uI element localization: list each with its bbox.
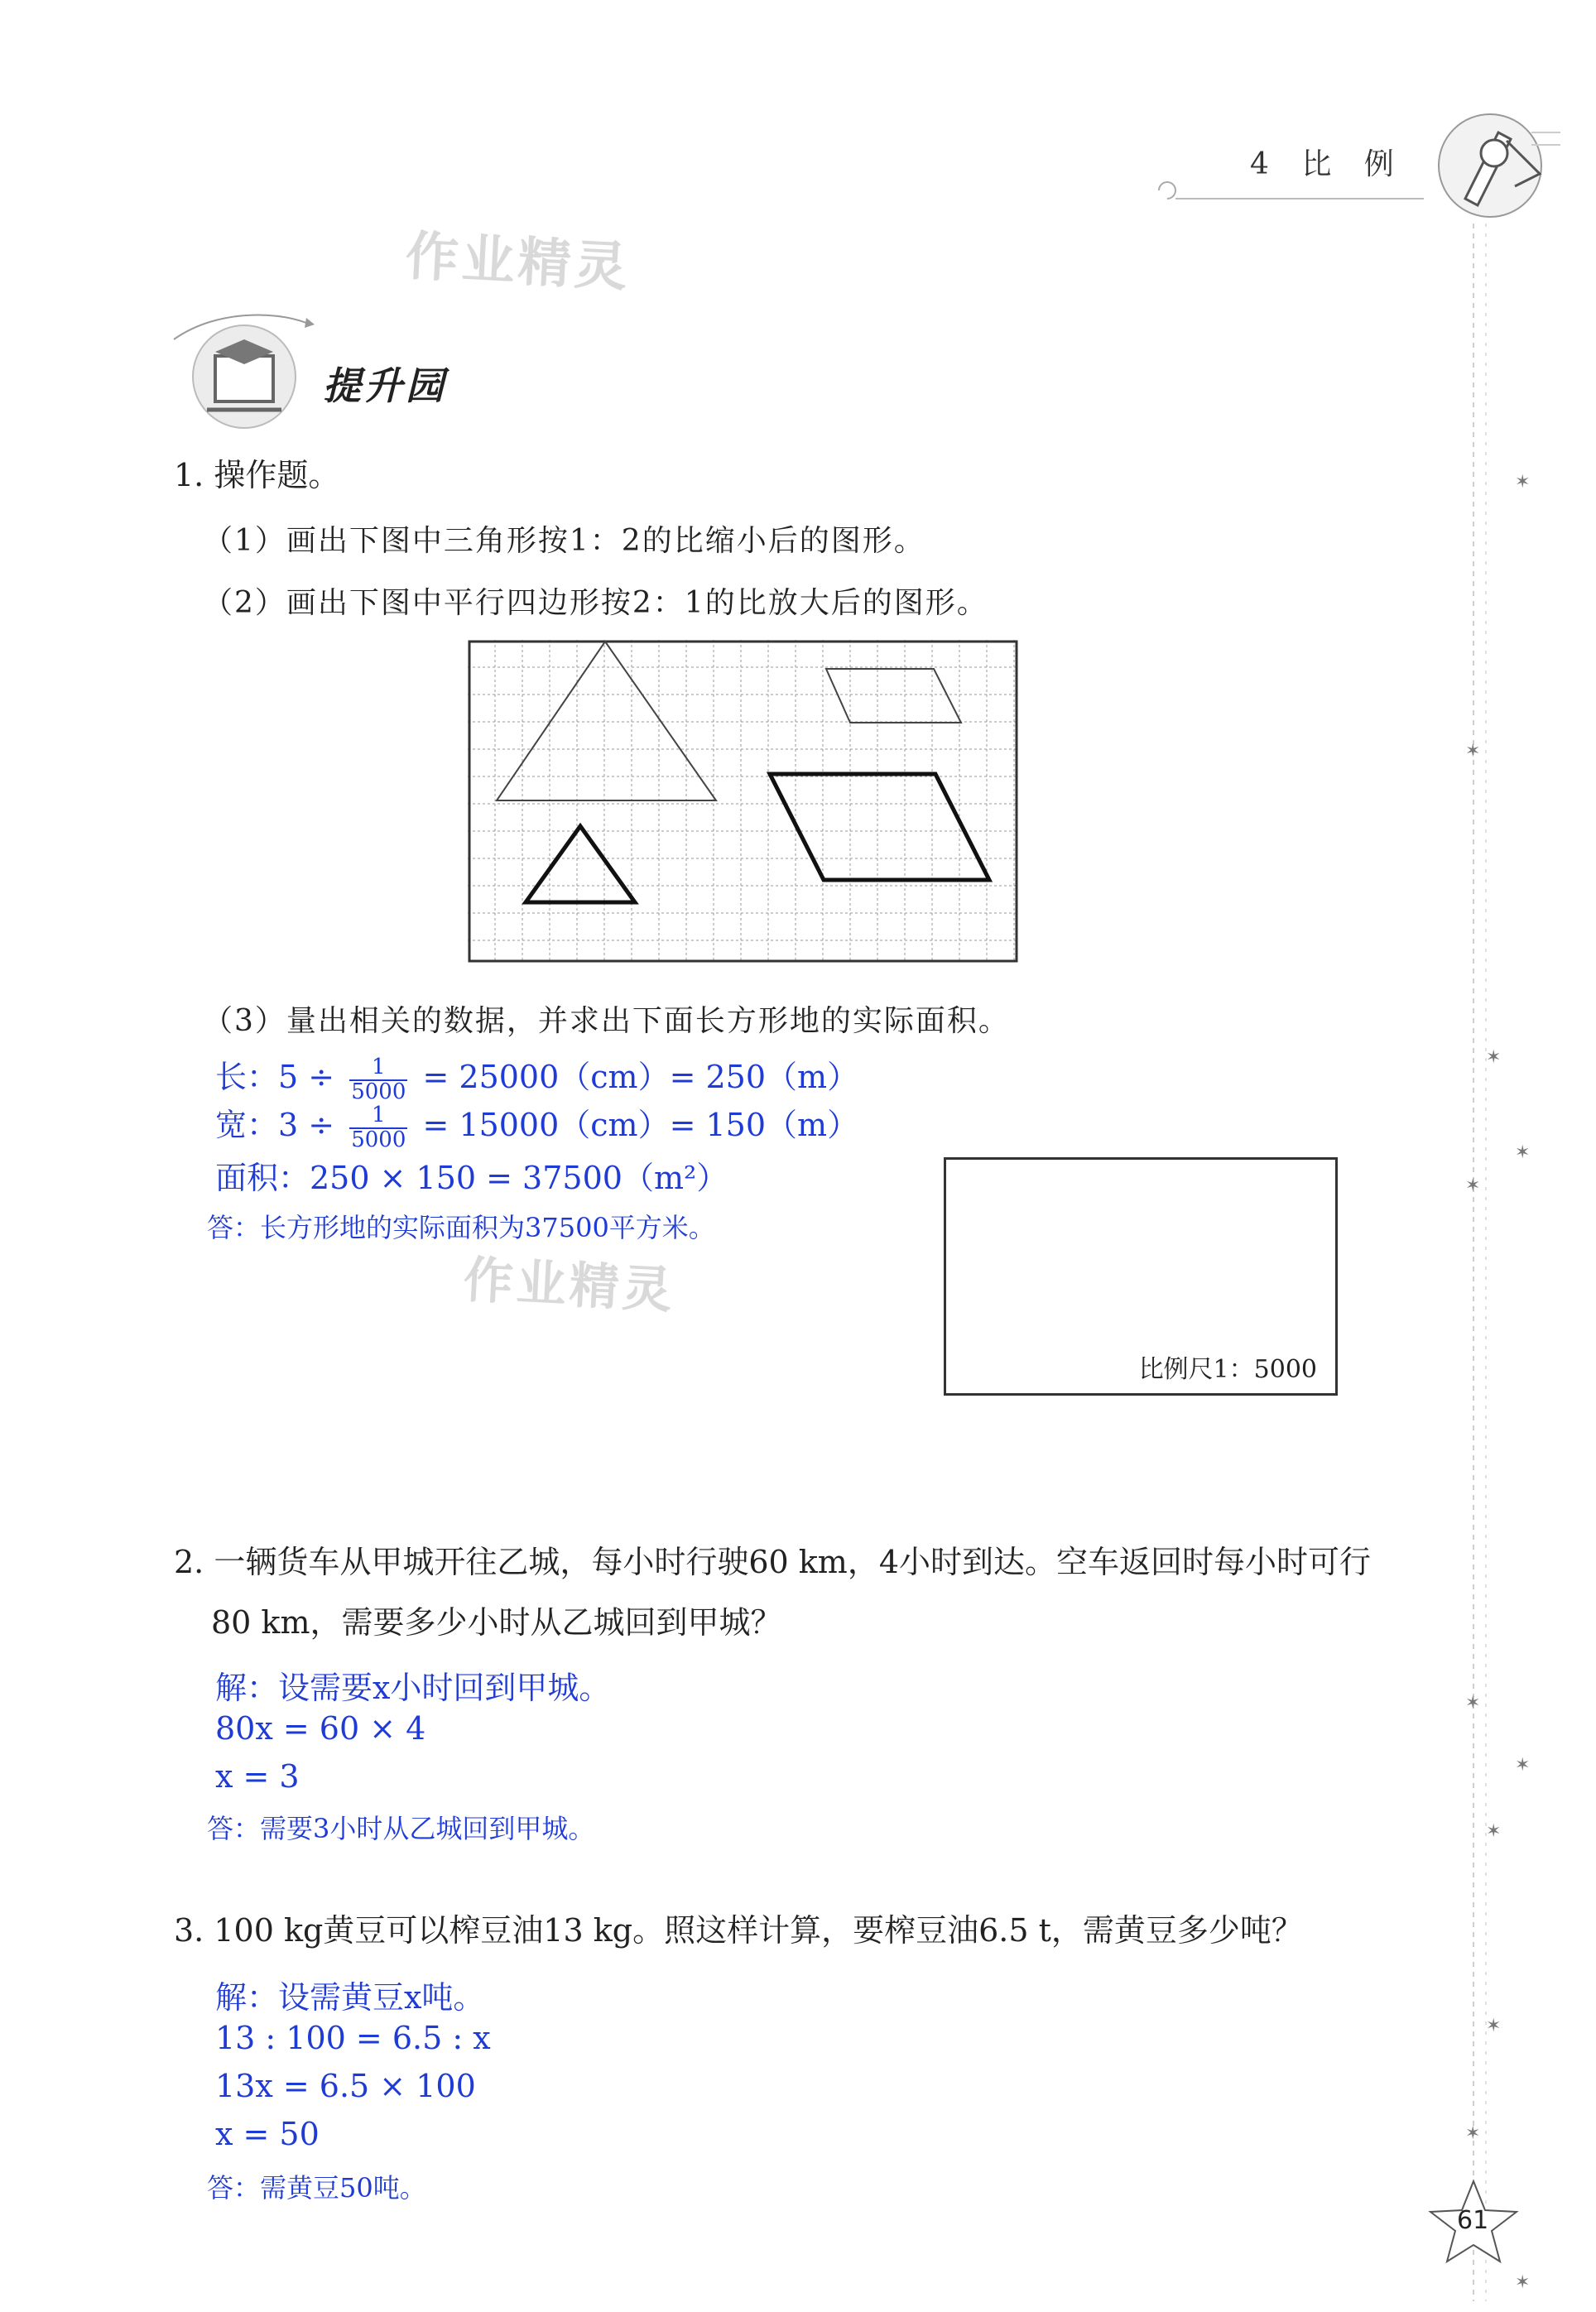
star-icon: ✶ (1515, 1142, 1531, 1163)
q3-answer-2: 13 : 100 = 6.5 : x (215, 2020, 491, 2056)
fraction-numerator: 1 (349, 1056, 407, 1080)
width-label: 宽：3 ÷ (215, 1107, 335, 1143)
page-number: 61 (1457, 2206, 1489, 2235)
length-result: = 25000（cm）= 250（m） (422, 1059, 859, 1095)
fraction-denominator: 5000 (351, 1127, 406, 1152)
star-icon: ✶ (1515, 2272, 1531, 2293)
q1-item-3: （3）量出相关的数据，并求出下面长方形地的实际面积。 (203, 1004, 1010, 1038)
section-badge-icon (166, 306, 331, 430)
q2-answer-3: x = 3 (215, 1758, 300, 1795)
watermark-text-2: 作业精灵 (462, 1251, 677, 1320)
q2-answer-1: 解：设需要x小时回到甲城。 (215, 1670, 611, 1706)
length-label: 长：5 ÷ (215, 1059, 335, 1095)
width-result: = 15000（cm）= 150（m） (422, 1107, 859, 1143)
q2-line-2: 80 km，需要多少小时从乙城回到甲城？ (211, 1604, 782, 1641)
q1-length-line (215, 1051, 858, 1103)
chapter-title: 4 比 例 (1250, 147, 1406, 181)
scaled-parallelogram-answer (770, 774, 989, 880)
star-icon: ✶ (1515, 1755, 1531, 1776)
star-icon: ✶ (1465, 1175, 1481, 1196)
pencil-mascot-icon (1416, 108, 1565, 224)
q1-item-1: （1）画出下图中三角形按1：2的比缩小后的图形。 (203, 524, 925, 558)
q3-conclusion: 答：需黄豆50吨。 (207, 2172, 426, 2204)
scaled-triangle-answer (526, 826, 635, 902)
q1-width-line (215, 1099, 858, 1151)
fraction (349, 1104, 407, 1151)
fraction-denominator: 5000 (351, 1079, 406, 1104)
q1-area-line: 面积：250 × 150 = 37500（m²） (215, 1160, 728, 1196)
q2-answer-2: 80x = 60 × 4 (215, 1710, 426, 1747)
star-icon: ✶ (1515, 472, 1531, 493)
q2-line-1: 2. 一辆货车从甲城开往乙城，每小时行驶60 km，4小时到达。空车返回时每小时可行 (174, 1544, 1372, 1580)
fraction-numerator: 1 (349, 1104, 407, 1128)
q1-title: 1. 操作题。 (174, 457, 340, 493)
q3-answer-4: x = 50 (215, 2116, 320, 2152)
q2-conclusion: 答：需要3小时从乙城回到甲城。 (207, 1813, 595, 1844)
star-icon: ✶ (1465, 1693, 1481, 1714)
rectangle-land-figure (944, 1157, 1338, 1396)
q1-conclusion: 答：长方形地的实际面积为37500平方米。 (207, 1212, 715, 1243)
margin-decoration (1457, 224, 1556, 2310)
star-icon: ✶ (1486, 1821, 1502, 1842)
star-icon: ✶ (1486, 2016, 1502, 2036)
star-icon: ✶ (1465, 2123, 1481, 2144)
q3-line-1: 3. 100 kg黄豆可以榨豆油13 kg。照这样计算，要榨豆油6.5 t，需黄豆多少吨？ (174, 1912, 1303, 1949)
q3-answer-1: 解：设需黄豆x吨。 (215, 1979, 485, 2016)
grid-figure (468, 640, 1018, 963)
star-icon: ✶ (1465, 741, 1481, 762)
q1-item-2: （2）画出下图中平行四边形按2：1的比放大后的图形。 (203, 586, 988, 620)
star-icon: ✶ (1486, 1047, 1502, 1068)
q3-answer-3: 13x = 6.5 × 100 (215, 2068, 476, 2104)
fraction (349, 1056, 407, 1103)
section-title: 提升园 (323, 363, 447, 408)
scale-label: 比例尺1：5000 (1138, 1355, 1317, 1384)
page-header (1142, 132, 1573, 224)
watermark-text: 作业精灵 (403, 225, 632, 300)
original-parallelogram (826, 669, 961, 723)
